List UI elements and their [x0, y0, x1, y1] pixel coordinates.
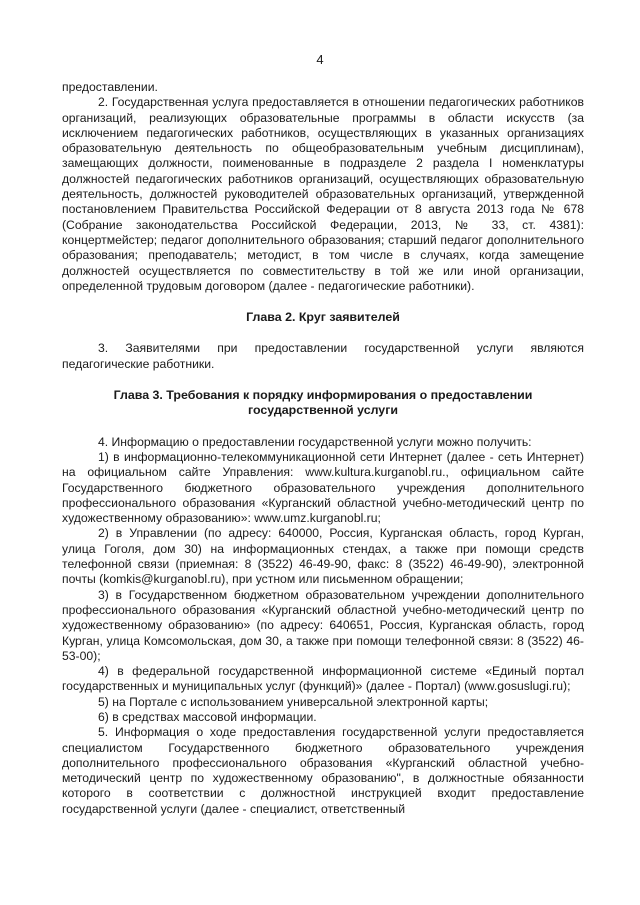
- paragraph-3: 3. Заявителями при предоставлении государственной услуги являются педагогические работники.: [62, 341, 584, 371]
- list-item-6: 6) в средствах массовой информации.: [98, 709, 317, 724]
- document-body: [62, 80, 584, 817]
- chapter-3-heading-line2: государственной услуги: [248, 403, 398, 418]
- chapter-3-heading: [62, 388, 584, 419]
- page-number: 4: [316, 52, 324, 67]
- list-item-2: 2) в Управлении (по адресу: 640000, Россия, Курганская область, город Курган, улица Гоголя, дом 30) на информационных стендах, а также при помощи средств телефонной связи (приемная: 8 (3522) 46-49-90, факс: 8 (3522) 46-49-90), электронной почты (komkis@kurganobl.ru), при устном или письменном обращении;: [62, 526, 584, 587]
- paragraph-5: 5. Информация о ходе предоставления государственной услуги предоставляется специалистом Государственного бюджетного образовательного учреждения дополнительного профессионального образования «Курганский областной учебно-методический центр по художественному образованию", в должностные обязанности которого в соответствии с должностной инструкцией входит предоставление государственной услуги (далее - специалист, ответственный: [62, 725, 584, 816]
- list-item-4: 4) в федеральной государственной информационной системе «Единый портал государственных и муниципальных услуг (функций)» (далее - Портал) (www.gosuslugi.ru);: [62, 664, 584, 694]
- paragraph-2: 2. Государственная услуга предоставляется в отношении педагогических работников организаций, реализующих образовательные программы в области искусств (за исключением педагогических работников, осуществляющих в указанных организациях образовательную деятельность по общеобразовательным учебным дисциплинам), замещающих должности, поименованные в подразделе 2 раздела I номенклатуры должностей педагогических работников организаций, осуществляющих образовательную деятельность, должностей руководителей образовательных организаций, утвержденной постановлением Правительства Российской Федерации от 8 августа 2013 года № 678 (Собрание законодательства Российской Федерации, 2013, № 33, ст. 4381): концертмейстер; педагог дополнительного образования; старший педагог дополнительного образования; преподаватель; методист, в том числе в случаях, когда замещение должностей осуществляется по совместительству в той же или иной организации, определенной трудовым договором (далее - педагогические работники).: [62, 95, 584, 293]
- list-item-3: 3) в Государственном бюджетном образовательном учреждении дополнительного профессионального образования «Курганский областной учебно-методический центр по художественному образованию» (по адресу: 640651, Россия, Курганская область, город Курган, улица Комсомольская, дом 30, а также при помощи телефонной связи: 8 (3522) 46-53-00);: [62, 587, 584, 663]
- paragraph-continuation: предоставлении.: [62, 80, 158, 94]
- list-item-5: 5) на Портале с использованием универсальной электронной карты;: [98, 694, 489, 709]
- paragraph-4: 4. Информацию о предоставлении государственной услуги можно получить:: [98, 434, 532, 449]
- chapter-2-heading: Глава 2. Круг заявителей: [246, 310, 400, 325]
- chapter-3-heading-line1: Глава 3. Требования к порядку информирования о предоставлении: [113, 388, 533, 403]
- list-item-1: 1) в информационно-телекоммуникационной сети Интернет (далее - сеть Интернет) на официальном сайте Управления: www.kultura.kurganobl.ru., официальном сайте Государственного бюджетного образовательного учреждения дополнительного профессионального образования «Курганский областной учебно-методический центр по художественному образованию»: www.umz.kurganobl.ru;: [62, 449, 584, 526]
